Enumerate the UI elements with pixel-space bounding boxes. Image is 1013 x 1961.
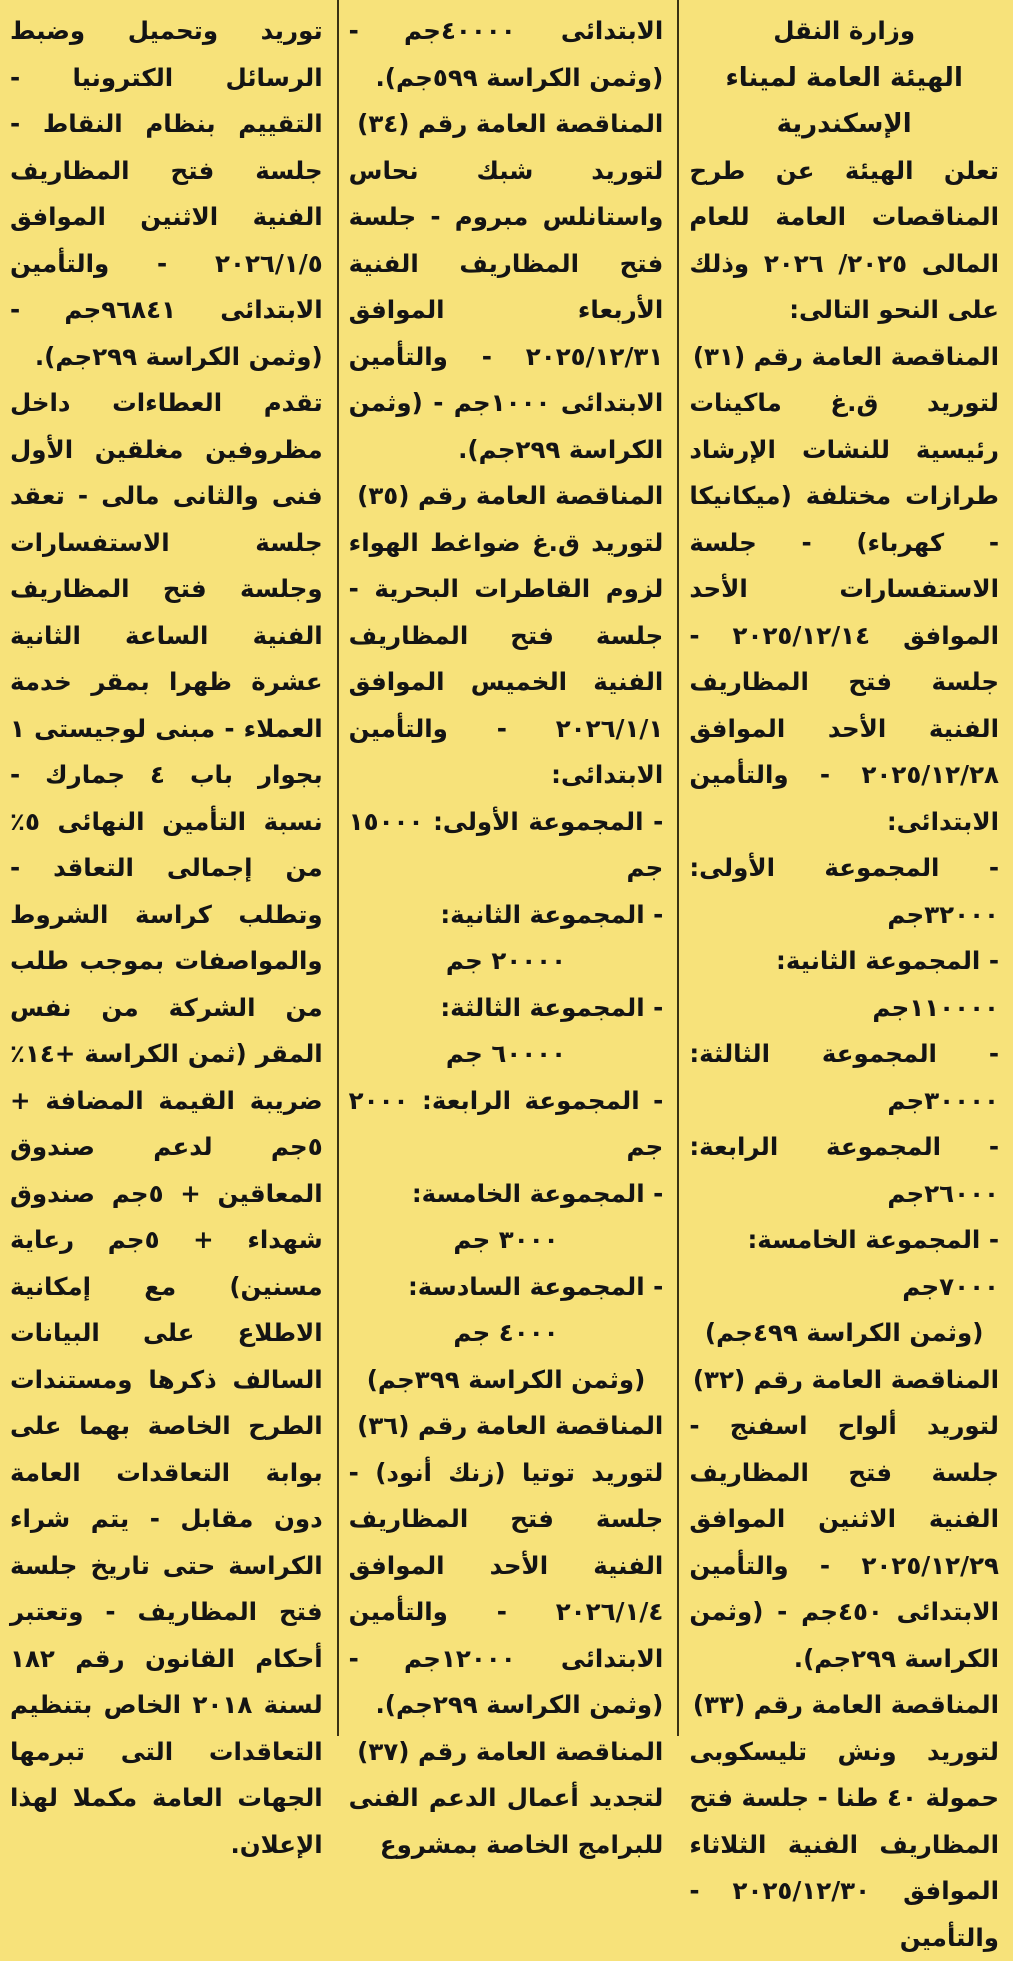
tender-33-body: لتوريد ونش تليسكوبى حمولة ٤٠ طنا - جلسة فتح المظاريف الفنية الثلاثاء الموافق ٢٠٢٥/١٢/٣٠ - والتأمين (689, 1729, 999, 1961)
tender-31-group-3: - المجموعة الثالثة: ٣٠٠٠٠جم (689, 1031, 999, 1124)
column-left (0, 0, 337, 1736)
announcement-intro: تعلن الهيئة عن طرح المناقصات العامة للعام المالى ٢٠٢٥/ ٢٠٢٦ وذلك على النحو التالى: (689, 148, 999, 334)
tender-35-group-3-value: ٦٠٠٠٠ جم (349, 1031, 664, 1078)
tender-35-group-6: - المجموعة السادسة: (349, 1264, 664, 1311)
tender-32-heading: المناقصة العامة رقم (٣٢) (689, 1357, 999, 1404)
tender-37-heading: المناقصة العامة رقم (٣٧) (349, 1729, 664, 1776)
tender-35-price: (وثمن الكراسة ٣٩٩جم) (349, 1357, 664, 1404)
tender-31-price: (وثمن الكراسة ٤٩٩جم) (689, 1310, 999, 1357)
tender-31-group-2-value: ١١٠٠٠٠جم (689, 985, 999, 1032)
tender-35-group-5-value: ٣٠٠٠ جم (349, 1217, 664, 1264)
tender-31-group-1: - المجموعة الأولى: ٣٢٠٠٠جم (689, 845, 999, 938)
column-divider (337, 0, 339, 1736)
ministry-name: وزارة النقل (689, 8, 999, 55)
tender-35-group-5: - المجموعة الخامسة: (349, 1171, 664, 1218)
column-middle (339, 0, 678, 1736)
tender-31-group-5-value: ٧٠٠٠جم (689, 1264, 999, 1311)
tender-35-body: لتوريد ق.غ ضواغط الهواء لزوم القاطرات البحرية - جلسة فتح المظاريف الفنية الخميس الموافق ٢٠٢٦/١/١ - والتأمين الابتدائى: (349, 520, 664, 799)
tender-34-heading: المناقصة العامة رقم (٣٤) (349, 101, 664, 148)
tender-31-heading: المناقصة العامة رقم (٣١) (689, 334, 999, 381)
tender-31-group-5: - المجموعة الخامسة: (689, 1217, 999, 1264)
tender-36-body: لتوريد توتيا (زنك أنود) - جلسة فتح المظاريف الفنية الأحد الموافق ٢٠٢٦/١/٤ - والتأمين الابتدائى ١٢٠٠٠جم - (وثمن الكراسة ٢٩٩جم). (349, 1450, 664, 1729)
tender-32-body: لتوريد ألواح اسفنج - جلسة فتح المظاريف الفنية الاثنين الموافق ٢٠٢٥/١٢/٢٩ - والتأمين الابتدائى ٤٥٠جم - (وثمن الكراسة ٢٩٩جم). (689, 1403, 999, 1682)
authority-name: الهيئة العامة لميناء (689, 55, 999, 102)
tender-37-continuation: توريد وتحميل وضبط الرسائل الكترونيا - التقييم بنظام النقاط - جلسة فتح المظاريف الفنية الاثنين الموافق ٢٠٢٦/١/٥ - والتأمين الابتدائى ٩٦٨٤١جم - (وثمن الكراسة ٢٩٩جم). (10, 8, 323, 380)
tender-31-body: لتوريد ق.غ ماكينات رئيسية للنشات الإرشاد طرازات مختلفة (ميكانيكا - كهرباء) - جلسة الاستفسارات الأحد الموافق ٢٠٢٥/١٢/١٤ - جلسة فتح المظاريف الفنية الأحد الموافق ٢٠٢٥/١٢/٢٨ - والتأمين الابتدائى: (689, 380, 999, 845)
tender-35-group-6-value: ٤٠٠٠ جم (349, 1310, 664, 1357)
tender-33-heading: المناقصة العامة رقم (٣٣) (689, 1682, 999, 1729)
tender-34-body: لتوريد شبك نحاس واستانلس مبروم - جلسة فتح المظاريف الفنية الأربعاء الموافق ٢٠٢٥/١٢/٣١ - والتأمين الابتدائى ١٠٠٠جم - (وثمن الكراسة ٢٩٩جم). (349, 148, 664, 474)
tender-33-continuation: الابتدائى ٤٠٠٠٠جم - (وثمن الكراسة ٥٩٩جم). (349, 8, 664, 101)
city-name: الإسكندرية (689, 101, 999, 148)
tender-35-heading: المناقصة العامة رقم (٣٥) (349, 473, 664, 520)
tender-35-group-2: - المجموعة الثانية: (349, 892, 664, 939)
tender-31-group-2: - المجموعة الثانية: (689, 938, 999, 985)
column-divider (677, 0, 679, 1736)
tender-36-heading: المناقصة العامة رقم (٣٦) (349, 1403, 664, 1450)
tender-35-group-3: - المجموعة الثالثة: (349, 985, 664, 1032)
tender-31-group-4: - المجموعة الرابعة: ٢٦٠٠٠جم (689, 1124, 999, 1217)
tender-35-group-2-value: ٢٠٠٠٠ جم (349, 938, 664, 985)
tender-37-body: لتجديد أعمال الدعم الفنى للبرامج الخاصة بمشروع (349, 1775, 664, 1868)
tender-35-group-4: - المجموعة الرابعة: ٢٠٠٠ جم (349, 1078, 664, 1171)
column-right (679, 0, 1013, 1736)
tender-35-group-1: - المجموعة الأولى: ١٥٠٠٠ جم (349, 799, 664, 892)
general-terms: تقدم العطاءات داخل مظروفين مغلقين الأول فنى والثانى مالى - تعقد جلسة الاستفسارات وجلسة فتح المظاريف الفنية الساعة الثانية عشرة ظهرا بمقر خدمة العملاء - مبنى لوجيستى ١ بجوار باب ٤ جمارك - نسبة التأمين النهائى ٥٪ من إجمالى التعاقد - وتطلب كراسة الشروط والمواصفات بموجب طلب من الشركة من نفس المقر (ثمن الكراسة +١٤٪ ضريبة القيمة المضافة + ٥جم لدعم صندوق المعاقين + ٥جم صندوق شهداء + ٥جم رعاية مسنين) مع إمكانية الاطلاع على البيانات السالف ذكرها ومستندات الطرح الخاصة بهما على بوابة التعاقدات العامة دون مقابل - يتم شراء الكراسة حتى تاريخ جلسة فتح المظاريف - وتعتبر أحكام القانون رقم ١٨٢ لسنة ٢٠١٨ الخاص بتنظيم التعاقدات التى تبرمها الجهات العامة مكملا لهذا الإعلان. (10, 380, 323, 1868)
